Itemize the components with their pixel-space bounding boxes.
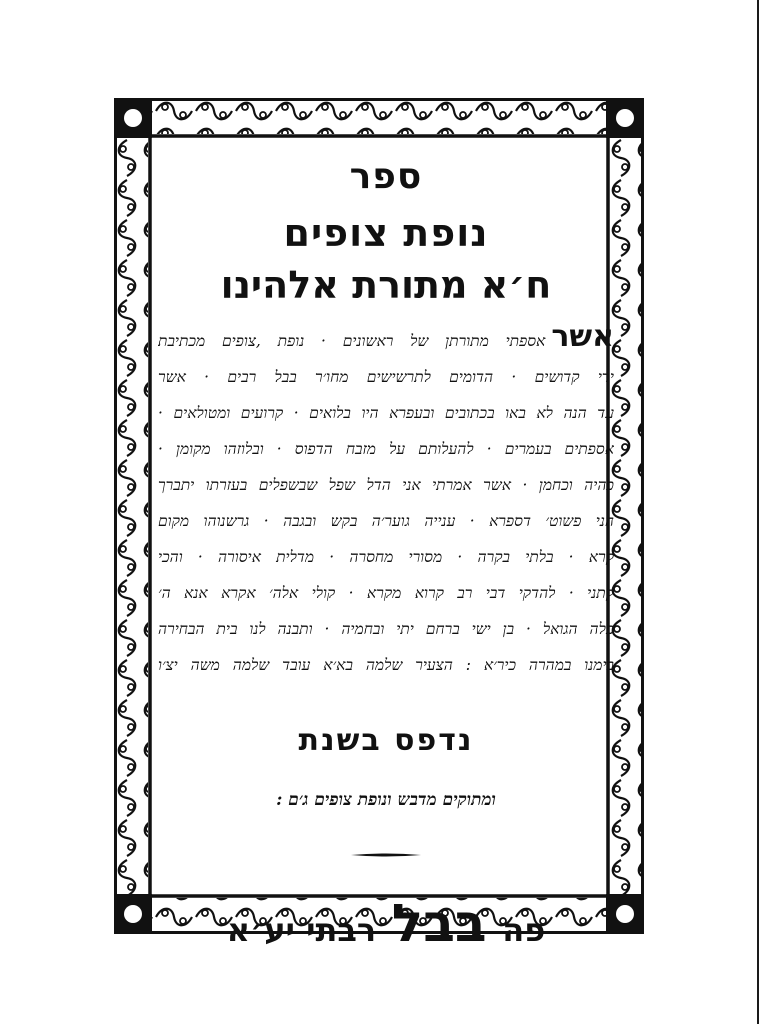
intro-line: אשראספתי מתורתן של ראשונים · נופת ,צופים מכתיבת [158,319,614,354]
intro-line: ידי קדושים · הדומים לתרשישים מחו׳ר בבל רבים · אשר [158,368,614,386]
intro-line: בימנו במהרה כיר׳א : הצעיר שלמה בא׳א עובד שלמה משה יצ׳ו [158,656,614,674]
place-suffix: רבתי יע׳א [226,911,377,949]
page-edge-line [757,0,759,1024]
intro-text [158,319,614,683]
place-of-printing [158,894,614,954]
intro-line: קרא · בלתי בקרה · מסורי מחסרה · מדלית איסורה · והכי [158,548,614,566]
place-prefix: פה [502,911,546,949]
book-title: נופת צופים [283,211,489,255]
lead-word: אשר [551,319,614,354]
intro-line: קתני · להדקי דבי רב קרוא מקרא · קולי אלה׳ אקרא אנא ה׳ [158,584,614,602]
book-subtitle: ח׳א מתורת אלהינו [220,263,552,307]
intro-line: פלה הגואל · בן ישי ברחם יתי ובחמיה · ותבנה לנו בית הבחירה [158,620,614,638]
place-name: בבל [391,894,487,954]
intro-line: עד הנה לא באו בכתובים ובעפרא היו בלואים · קרועים ומטולאים · [158,404,614,422]
sefer-label: ספר [349,156,423,197]
intro-line: אספתים בעמרים · להעלותם על מזבח הדפוס · ובלוזהו מקומן · [158,440,614,458]
title-page-content [158,148,614,954]
intro-line: כהיה וכחמן · אשר אמרתי אני הדל שפל שבשפלים בעזרתו יתברך [158,476,614,494]
ornamental-divider [351,852,421,858]
printed-in-year: נדפס בשנת [298,723,474,758]
chronogram-line: ומתוקים מדבש ונופת צופים ג׳ם : [276,790,496,810]
intro-line: הני פשוט׳ דספרא · ענייה גוער׳ה בקש ובגבה · גרשנוהו מקום [158,512,614,530]
